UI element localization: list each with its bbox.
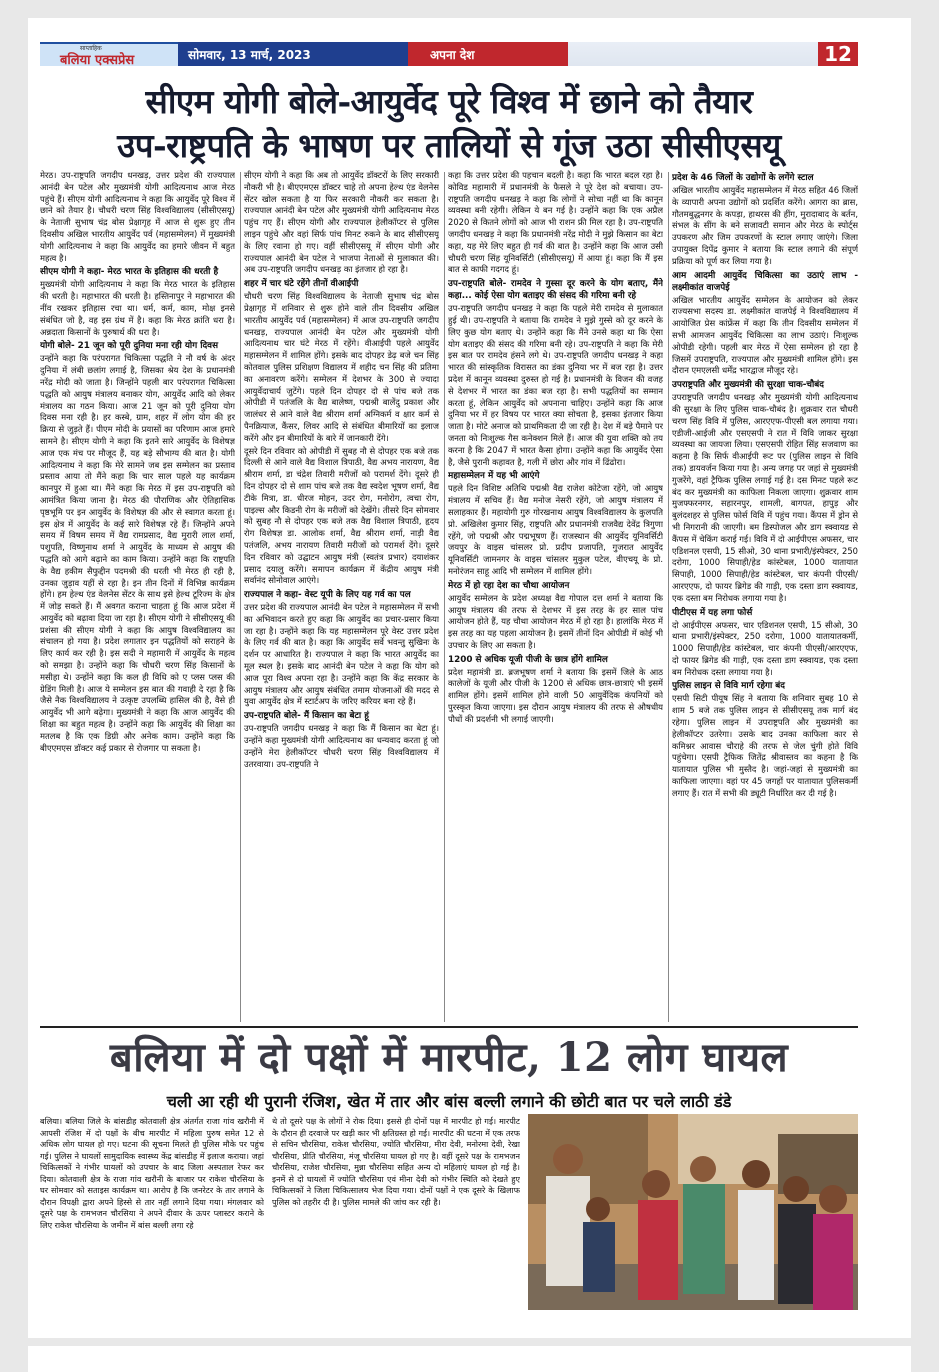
- paragraph: मुख्यमंत्री योगी आदित्यनाथ ने कहा कि मेरठ भारत के इतिहास की धरती है। महाभारत की धरती है। हस्तिनापुर ने महाभारत की नींव रखकर इतिहास रचा था। धर्म, कर्म, काम, मोक्ष इनसे संबंधित जो है, वह इस ग्रंथ में है। कहा कि मेरठ क्रांति धरा है। अन्नदाता किसानों के पुरुषार्थ की धरा है।: [40, 279, 235, 337]
- paragraph: एसपी सिटी पीयूष सिंह ने बताया कि शनिवार सुबह 10 से शाम 5 बजे तक पुलिस लाइन से सीसीएसयू तक मार्ग बंद रहेगा। पुलिस लाइन में उपराष्ट्रपति और मुख्यमंत्री का हेलीकॉप्टर उतरेगा। उसके बाद उनका काफिला कार से कमिश्नर आवास चौराहे की तरफ से जेल चुंगी होते विवि पहुंचेगा। एसपी ट्रैफिक जितेंद्र श्रीवास्तव का कहना है कि यातायात पुलिस भी मुस्तैद है। जहां-जहां से मुख्यमंत्री का काफिला जाएगा। वहां पर 45 जगहों पर यातायात पुलिसकर्मी लगाए हैं। रात में सभी की ड्यूटी निर्धारित कर दी गई है।: [672, 693, 858, 798]
- paragraph: थे तो दूसरे पक्ष के लोगों ने रोक दिया। इससे ही दोनों पक्ष में मारपीट हो गई। मारपीट के दौरान ही दरवाजे पर खड़ी कार भी क्षतिग्रस्त हो गई। मारपीट की घटना में एक तरफ से सचिन चौरसिया, राकेश चौरसिया, ज्योति चौरसिया, मीरा देवी, मनोरमा देवी, रेखा चौरसिया, प्रीति चौरसिया, मंजू चौरसिया घायल हो गए है। वहीं दूसरे पक्ष के रामभजन चौरसिया, राजेश चौरसिया, मुन्ना चौरसिया सहित अन्य दो महिलाएं घायल हो गई है। इनमें से दो घायलों में ज्योति चौरसिया एवं मीना देवी को गंभीर स्थिति को देखते हुए चिकित्सकों ने जिला चिकित्सालय भेज दिया गया। दोनों पक्षों ने एक दूसरे के खिलाफ पुलिस को तहरीर दी है। पुलिस मामले की जांच कर रही है।: [272, 1116, 520, 1207]
- paragraph: सीएम योगी ने कहा कि अब तो आयुर्वेद डॉक्टरों के लिए सरकारी नौकरी भी है। बीएएमएस डॉक्टर चाहे तो अपना हेल्थ एंड वेलनेस सेंटर खोल सकता है या फिर सरकारी नौकरी कर सकता है। राज्यपाल आनंदी बेन पटेल और मुख्यमंत्री योगी आदित्यनाथ मेरठ पहुंच गए हैं। सीएम योगी और राज्यपाल हेलीकॉप्टर से पुलिस लाइन पहुंचे और वहां सिर्फ पांच मिनट रुकने के बाद सीसीएसयू के लिए रवाना हो गए। वहीं सीसीएसयू में सीएम योगी और राज्यपाल आनंदी बेन पटेल ने भाजपा नेताओं से मुलाकात की। अब उप-राष्ट्रपति जगदीप धनखड़ का इंतजार हो रहा है।: [244, 170, 439, 275]
- logo-name: बलिया एक्सप्रेस: [60, 53, 135, 68]
- subheading: उप-राष्ट्रपति बोले- रामदेव ने गुस्सा दूर करने के योग बताए, मैंने कहा... कोई ऐसा योग बताइए की संसद की गरिमा बनी रहे: [448, 279, 663, 302]
- subheading: राज्यपाल ने कहा- वेस्ट यूपी के लिए यह गर्व का पल: [244, 590, 411, 601]
- paragraph: उपराष्ट्रपति जगदीप धनखड़ और मुख्यमंत्री योगी आदित्यनाथ की सुरक्षा के लिए पुलिस चाक-चौबंद है। शुक्रवार रात चौधरी चरण सिंह विवि में पुलिस, आरएएफ-पीएसी बल लगाया गया। एडीजी-आईजी और एसएसपी ने रात में विवि जाकर सुरक्षा व्यवस्था का जायजा लिया। एसएसपी रोहित सिंह सजवाण का कहना है कि सिर्फ वीआईपी रूट पर (पुलिस लाइन से विवि तक) डायवर्जन किया गया है। अन्य जगह पर जहां से मुख्यमंत्री गुजरेंगे, वहां ट्रैफिक पुलिस लगाई गई है। दस मिनट पहले रूट बंद कर मुख्यमंत्री का काफिला निकला जाएगा। शुक्रवार शाम मुजफ्फरनगर, सहारनपुर, शामली, बागपत, हापुड़ और बुलंदशहर से पुलिस फोर्स विवि में पहुंच गया। कैंपस में ड्रोन से भी निगरानी की जाएगी। बम डिस्पोजल और डाग स्क्वायड से कैंपस में चेकिंग कराई गई। विवि में दो आईपीएस अफसर, चार एडिशनल एसपी, 15 सीओ, 30 थाना प्रभारी/इंस्पेक्टर, 250 दरोगा, 1000 सिपाही/हेड कांस्टेबल, 1000 यातायात सिपाही, 1000 सिपाही/हेड कांस्टेबल, चार कंपनी पीएसी/आरएएफ, दो फायर ब्रिगेड की गाड़ी, एक दस्ता डाग स्क्वायड, एक दस्ता बम निरोधक लगाया गया है।: [672, 392, 858, 603]
- paragraph: उप-राष्ट्रपति जगदीप धनखड़ ने कहा कि मैं किसान का बेटा हूं। उन्होंने कहा मुख्यमंत्री योगी आदित्यनाथ का धन्यवाद करता हूं जो उन्होंने मेरा हेलीकॉप्टर चौधरी चरण सिंह विश्वविद्यालय में उतरवाया। उप-राष्ट्रपति ने: [244, 723, 439, 769]
- column-divider: [444, 172, 445, 1022]
- paragraph: उप-राष्ट्रपति जगदीप धनखड़ ने कहा कि पहले मेरी रामदेव से मुलाकात हुई थी। उप-राष्ट्रपति ने बताया कि रामदेव ने मुझे गुस्से को दूर करने के लिए कुछ योग बताए थे। उन्होंने कहा कि मैंने उनसे कहा था कि ऐसा योग बताइए की संसद की गरिमा बनी रहे। उप-राष्ट्रपति ने कहा कि मेरी इस बात पर रामदेव हंसने लगे थे। उप-राष्ट्रपति जगदीप धनखड़ ने कहा भारत की सांस्कृतिक विरासत का डंका दुनिया भर में बज रहा है। उत्तर प्रदेश में कानून व्यवस्था दुरुस्त हो गई है। प्रधानमंत्री के विजन की वजह से देशभर में भारत का डंका बज रहा है। सभी पद्धतियों का सम्मान करता हूं, लेकिन आयुर्वेद को अपनाना चाहिए। उन्होंने कहा कि आज दुनिया भर में हर विषय पर भारत क्या सोचता है, इसका इंतजार किया जाता है। मोटे अनाज को प्राथमिकता दी जा रही है। देश में बड़े पैमाने पर जनता को निःशुल्क गैस कनेक्शन मिले हैं। आज की युवा शक्ति को तय करना है कि 2047 में भारत कैसा होगा। उन्होंने कहा कि आयुर्वेद ऐसा है, जैसे पुरानी कहावत है, गली में छोरा और गांव में ढिंढोरा।: [448, 303, 663, 467]
- paragraph: चौधरी चरण सिंह विश्वविद्यालय के नेताजी सुभाष चंद्र बोस प्रेक्षागृह में शनिवार से शुरू होने वाले तीन दिवसीय अखिल भारतीय आयुर्वेद पर्व (महासम्मेलन) में आज उप-राष्ट्रपति जगदीप धनखड़, राज्यपाल आनंदी बेन पटेल और मुख्यमंत्री योगी आदित्यनाथ चार घंटे मेरठ में रहेंगे। वीआईपी पहले आयुर्वेद महासम्मेलन में शामिल होंगे। इसके बाद दोपहर डेढ़ बजे चन सिंह कोतवाल पुलिस प्रशिक्षण विद्यालय में शहीद चन सिंह की प्रतिमा का अनावरण करेंगे। सम्मेलन में देशभर के 300 से ज्यादा आयुर्वेदाचार्य जुटेंगे। पहले दिन दोपहर दो से पांच बजे तक ओपीडी में पतंजलि के वैद्य बालेष्ण, पद्मश्री बालेंदु प्रकाश और जालंधर से आने वाले वैद्य श्रीराम शर्मा अग्निकर्म व क्षार कर्म से पैनक्रियाज, कैंसर, लिवर आदि से संबंधित बीमारियों का इलाज करेंगे और इन बीमारियों के बारे में जानकारी देंगे।: [244, 291, 439, 443]
- paragraph: कहा कि उत्तर प्रदेश की पहचान बदली है। कहा कि भारत बदल रहा है। कोविड महामारी में प्रधानमंत्री के फैसले ने पूरे देश को बचाया। उप-राष्ट्रपति जगदीप धनखड़ ने कहा कि लोगों ने सोचा नहीं था कि कानून व्यवस्था बनी रहेगी। लेकिन ये बन गई है। उन्होंने कहा कि एक अप्रैल 2020 से कितने लोगों को आज भी राशन फ्री मिल रहा है। उप-राष्ट्रपति जगदीप धनखड़ ने कहा कि प्रधानमंत्री नरेंद्र मोदी ने मुझे किसान का बेटा कहा, यह मेरे लिए बहुत ही गर्व की बात है। उन्होंने कहा कि आज उसी चौधरी चरण सिंह यूनिवर्सिटी (सीसीएसयू) में आया हूं। कहा कि मैं इस बात से काफी गदगद हूं।: [448, 170, 663, 275]
- subheading: 1200 से अधिक यूजी पीजी के छात्र होंगे शामिल: [448, 654, 608, 665]
- subheading: प्रदेश के 46 जिलों के उद्योगों के लगेंगे स्टाल: [672, 173, 814, 183]
- subheading: सीएम योगी ने कहा- मेरठ भारत के इतिहास की धरती है: [40, 267, 219, 278]
- second-column-2: [272, 1116, 520, 1316]
- news-photo: [528, 1114, 858, 1310]
- paragraph: दूसरे दिन रविवार को ओपीडी में सुबह नौ से दोपहर एक बजे तक दिल्ली से आने वाले वैद्य विशाल त्रिपाठी, वैद्य अभय नारायण, वैद्य श्रीराम शर्मा, डा चंद्रेश तिवारी मरीजों को परामर्श देंगे। दूसरे ही दिन दोपहर दो से शाम पांच बजे तक वैद्य स्वदेश भूषण शर्मा, वैद्य टीके मित्रा, डा. धीरज मोहन, उदर रोग, मनोरोग, त्वचा रोग, पाइल्स और किडनी रोग के मरीजों को देखेंगे। तीसरे दिन सोमवार को सुबह नौ से दोपहर एक बजे तक वैद्य विशाल त्रिपाठी, हृदय रोग विशेषज्ञ डा. आलोक शर्मा, वैद्य श्रीराम शर्मा, नाड़ी वैद्य पतंजलि, अभय नारायण तिवारी मरीजों को परामर्श देंगे। दूसरे दिन रविवार को उद्घाटन आयुष मंत्री (स्वतंत्र प्रभार) दयाशंकर प्रसाद दयालु करेंगे। समापन कार्यक्रम में केंद्रीय आयुष मंत्री सर्वानंद सोनोवाल आएंगे।: [244, 445, 439, 586]
- lead-column-4: [672, 170, 858, 1026]
- column-divider: [668, 172, 669, 1022]
- page-number: 12: [818, 42, 858, 66]
- paragraph: अखिल भारतीय आयुर्वेद सम्मेलन के आयोजन को लेकर राज्यसभा सदस्य डा. लक्ष्मीकांत वाजपेई ने विश्वविद्यालय में आयोजित प्रेस कांफ्रेंस में कहा कि तीन दिवसीय सम्मेलन में सभी आमजन आयुर्वेद चिकित्सा का लाभ उठाएं। निःशुल्क ओपीडी रहेगी। पहली बार मेरठ में ऐसा सम्मेलन हो रहा है जिसमें उपराष्ट्रपति, राज्यपाल और मुख्यमंत्री शामिल होंगे। इस दौरान एमएलसी धर्मेंद्र भारद्वाज मौजूद रहे।: [672, 294, 858, 376]
- paragraph: उत्तर प्रदेश की राज्यपाल आनंदी बेन पटेल ने महासम्मेलन में सभी का अभिवादन करते हुए कहा कि आयुर्वेद का प्रचार-प्रसार किया जा रहा है। उन्होंने कहा कि यह महासम्मेलन पूरे वेस्ट उत्तर प्रदेश के लिए गर्व की बात है। कहा कि आयुर्वेद सर्वे भवन्तु सुखिनः के दर्शन पर आधारित है। राज्यपाल ने कहा कि भारत आयुर्वेद का मूल स्थल है। इसके बाद आनंदी बेन पटेल ने कहा कि योग को आज पूरा विश्व अपना रहा है। उन्होंने कहा कि केंद्र सरकार के आयुष मंत्रालय और आयुष संबंधित तमाम योजनाओं की मदद से युवा आयुर्वेद क्षेत्र में स्टार्टअप के जरिए करियर बना रहे हैं।: [244, 602, 439, 707]
- second-subheadline: चली आ रही थी पुरानी रंजिश, खेत में तार और बांस बल्ली लगाने की छोटी बात पर चले लाठी डंडे: [166, 1092, 732, 1111]
- subheading: शहर में चार घंटे रहेंगे तीनों वीआईपी: [244, 279, 359, 290]
- logo-tagline: साप्ताहिक: [80, 45, 102, 52]
- issue-date: सोमवार, 13 मार्च, 2023: [178, 42, 408, 66]
- subheading: पीटीएस में यह लगा फोर्स: [672, 607, 753, 618]
- paragraph: बलिया। बलिया जिले के बांसडीह कोतवाली क्षेत्र अंतर्गत राजा गांव खरौनी में आपसी रंजिश में दो पक्षों के बीच मारपीट में महिला पुरुष समेत 12 से अधिक लोग घायल हो गए। घटना की सूचना मिलते ही पुलिस मौके पर पहुंच गई। पुलिस ने घायलों सामुदायिक स्वास्थ्य केंद्र बांसडीह में इलाज कराया। जहां चिकित्सकों ने गंभीर घायलों को उपचार के बाद जिला अस्पताल रेफर कर दिया। कोतवाली क्षेत्र के राजा गांव खरौनी के बाजार पर राकेश चौरसिया के घर सोमवार को सताइस कार्यक्रम था। आरोप है कि जनरेटर के तार लगाने के दौरान विपक्षी द्वारा अपने हिस्से से तार नहीं लगाने दिया गया। मंगलवार को दूसरे पक्ष के रामभजन चौरसिया ने अपने दीवार के ऊपर प्लास्टर कराने के लिए राकेश चौरसिया के जमीन में बांस बल्ली लगा रहे: [40, 1116, 264, 1230]
- subheading: पुलिस लाइन से विवि मार्ग रहेगा बंद: [672, 681, 785, 692]
- paragraph: प्रदेश महामंत्री डा. ब्रजभूषण शर्मा ने बताया कि इसमें जिले के आठ कालेजों के यूजी और पीजी के 1200 से अधिक छात्र-छात्राएं भी इसमें शामिल होंगे। इसमें शामिल होने वाली 50 आयुर्वेदिक कंपनियों को पुरस्कृत किया जाएगा। इस दौरान आयुष मंत्रालय की तरफ से औषधीय पौधों की प्रदर्शनी भी लगाई जाएगी।: [448, 666, 663, 724]
- subheading: महासम्मेलन में यह भी आएंगे: [448, 471, 540, 482]
- second-column-1: [40, 1116, 264, 1316]
- paragraph: पहले दिन विशिष्ट अतिथि पद्मश्री वैद्य राजेश कोटेजा रहेंगे, जो आयुष मंत्रालय में सचिव हैं। वैद्य मनोज नेसरी रहेंगे, जो आयुष मंत्रालय में सलाहकार हैं। महायोगी गुरु गोरखनाथ आयुष विश्वविद्यालय के कुलपति प्रो. अखिलेश कुमार सिंह, राष्ट्रपति और प्रधानमंत्री राजवैद्य देवेंद्र त्रिगुणा रहेंगे, जो पद्मश्री और पद्मभूषण हैं। राजस्थान की आयुर्वेद यूनिवर्सिटी जयपुर के वाइस चांसलर प्रो. प्रदीप प्रजापति, गुजरात आयुर्वेद यूनिवर्सिटी जामनगर के वाइस चांसलर मुकुल पटेल, वीएचयू के प्रो. मनोरंजन साहू आदि भी सम्मेलन में शामिल होंगे।: [448, 483, 663, 576]
- subheading: उपराष्ट्रपति और मुख्यमंत्री की सुरक्षा चाक-चौबंद: [672, 380, 824, 391]
- lead-column-1: [40, 170, 235, 1026]
- subheading: योगी बोले- 21 जून को पूरी दुनिया मना रही योग दिवस: [40, 341, 219, 352]
- lead-headline-line1: सीएम योगी बोले-आयुर्वेद पूरे विश्व में छाने को तैयार: [145, 82, 753, 121]
- newspaper-logo: [40, 42, 178, 66]
- lead-column-2: [244, 170, 439, 1026]
- second-headline: बलिया में दो पक्षों में मारपीट, 12 लोग घायल: [109, 1034, 789, 1081]
- paragraph: दो आईपीएस अफसर, चार एडिशनल एसपी, 15 सीओ, 30 थाना प्रभारी/इंस्पेक्टर, 250 दरोगा, 1000 यातायातकर्मी, 1000 सिपाही/हेड कांस्टेबल, चार कंपनी पीएसी/आरएएफ, दो फायर ब्रिगेड की गाड़ी, एक दस्ता डाग स्क्वायड, एक दस्ता बम निरोधक दस्ता लगाया गया है।: [672, 619, 858, 677]
- masthead: [40, 42, 858, 66]
- subheading: मेरठ में हो रहा देश का चौथा आयोजन: [448, 580, 570, 591]
- paragraph: उन्होंने कहा कि परंपरागत चिकित्सा पद्धति ने नौ वर्ष के अंदर दुनिया में लंबी छलांग लगाई है, जिसका श्रेय देश के प्रधानमंत्री नरेंद्र मोदी को जाता है। जिन्होंने पहली बार परंपरागत चिकित्सा पद्धति को आयुष मंत्रालय बनाकर योग, आयुर्वेद आदि को लेकर मंत्रालय का गठन किया। आज 21 जून को पूरी दुनिया योग दिवस मना रही है। हर कस्बे, ग्राम, शहर में लोग योग की हर क्रिया से जुड़ते हैं। पीएम मोदी के प्रयासों का परिणाम आज हमारे सामने है। सीएम योगी ने कहा कि इतने सारे आयुर्वेद के विशेषज्ञ आज एक मंच पर मौजूद हैं, यह बड़े सौभाग्य की बात है। योगी आदित्यनाथ ने कहा कि मेरे सामने जब इस सम्मेलन का प्रस्ताव प्रस्ताव आया तो मैंने कहा कि चार साल पहले यह कार्यक्रम कानपुर में हुआ था। मैंने कहा कि मेरठ में इस उप-राष्ट्रपति को आमंत्रित किया जाना है। मेरठ की पौराणिक और ऐतिहासिक पृष्ठभूमि पर इन आयुर्वेद के विशेषज्ञ की और से स्वागत करता हूं। इस क्षेत्र में आयुर्वेद के कई सारे विशेषज्ञ रहे हैं। जिन्होंने अपने समय में विषम समय में वैद्य रामप्रसाद, वैद्य मुरारी लाल शर्मा, पशुपति, विष्णुनाथ शर्मा ने आयुर्वेद के माध्यम से आयुष की पद्धति को आगे बढ़ाने का काम किया। उन्होंने कहा कि राष्ट्रपति के वैद्य हकीम सैफुद्दीन पदमश्री की धरती भी मेरठ ही रही है, उनका जुड़ाव यहीं से रहा है। इन तीन दिनों में विभिन्न कार्यक्रम होंगे। हम हेल्थ एंड वेलनेस सेंटर के साथ इसे हेल्थ टूरिज्म के क्षेत्र में जोड़ सकते हैं। मैं अवगत कराना चाहता हूं कि आज प्रदेश में आयुर्वेद को बढ़ावा दिया जा रहा है। सीएम योगी ने सीसीएसयू की प्रशंसा की सीएम योगी ने कहा कि आयुष विश्वविद्यालय का संचालन हो गया है। प्रदेश लगातार इन पद्धतियों को सराहने के लिए कार्य कर रही है। इस सदी ने महामारी में आयुर्वेद के महत्व को समझा है। उन्होंने कहा कि चौधरी चरण सिंह किसानों के मसीहा थे। उन्होंने कहा कि कल ही विधि को ए प्लस प्लस की ग्रेडिंग मिली है। आज ये सम्मेलन इस बात की गवाही दे रहा है कि जैसे नैक विश्वविद्यालय ने उत्कृष्ट उपलब्धि हासिल की है, वैसे ही आयुर्वेद भी आगे बढ़ेगा। मुख्यमंत्री ने कहा कि आज आयुर्वेद की शिक्षा का बहुत महत्व है। उन्होंने कहा कि आयुर्वेद की शिक्षा का मतलब है कि एक डिग्री और अनेक काम। उन्होंने कहा कि बीएएमएस डॉक्टर कई प्रकार से रोजगार पा सकता है।: [40, 353, 235, 753]
- column-divider: [240, 172, 241, 1022]
- paragraph: अखिल भारतीय आयुर्वेद महासम्मेलन में मेरठ सहित 46 जिलों के व्यापारी अपना उद्योगों को प्रदर्शित करेंगे। आगरा का ब्रास, गौतमबुद्धनगर के कपड़ा, हाथरस की हींग, मुरादाबाद के बर्तन, संभल के सींग के बने सजावटी समान और मेरठ के स्पोर्ट्स उपकरण और जिम उपकरणों के स्टाल लगाए जाएंगे। जिला उपायुक्त दिपेंद्र कुमार ने बताया कि स्टाल लगाने की संपूर्ण प्रक्रिया को पूर्ण कर लिया गया है।: [672, 185, 858, 266]
- lead-headline-line2: उप-राष्ट्रपति के भाषण पर तालियों से गूंज उठा सीसीएसयू: [117, 126, 781, 165]
- section-name: अपना देश: [408, 42, 568, 66]
- paragraph: मेरठ। उप-राष्ट्रपति जगदीप धनखड़, उत्तर प्रदेश की राज्यपाल आनंदी बेन पटेल और मुख्यमंत्री योगी आदित्यनाथ आज मेरठ पहुंचे हैं। सीएम योगी आदित्यनाथ ने कहा कि आयुर्वेद पूरे विश्व में छाने को तैयार है। चौधरी चरण सिंह विश्वविद्यालय (सीसीएसयू) के नेताजी सुभाष चंद्र बोस प्रेक्षागृह में आज से शुरू हुए तीन दिवसीय अखिल भारतीय आयुर्वेद पर्व (महासम्मेलन) में मुख्यमंत्री योगी आदित्यनाथ ने कहा कि आयुर्वेद का हमारे जीवन में बहुत महत्व है।: [40, 170, 235, 263]
- paragraph: आयुर्वेद सम्मेलन के प्रदेश अध्यक्ष वैद्य गोपाल दत्त शर्मा ने बताया कि आयुष मंत्रालय की तरफ से देशभर में इस तरह के हर साल पांच आयोजन होते हैं, यह चौथा आयोजन मेरठ में हो रहा है। हालांकि मेरठ में इस तरह का यह पहला आयोजन है। इसमें तीनों दिन ओपीडी में कोई भी उपचार के लिए आ सकता है।: [448, 592, 663, 650]
- lead-column-3: [448, 170, 663, 1026]
- masthead-filler: [568, 42, 818, 66]
- subheading: आम आदमी आयुर्वेद चिकित्सा का उठाएं लाभ - लक्ष्मीकांत वाजपेई: [672, 270, 858, 293]
- injured-group-photo: [528, 1114, 858, 1310]
- subheading: उप-राष्ट्रपति बोले- मैं किसान का बेटा हूं: [244, 711, 369, 722]
- next-page-edge: [28, 1346, 911, 1372]
